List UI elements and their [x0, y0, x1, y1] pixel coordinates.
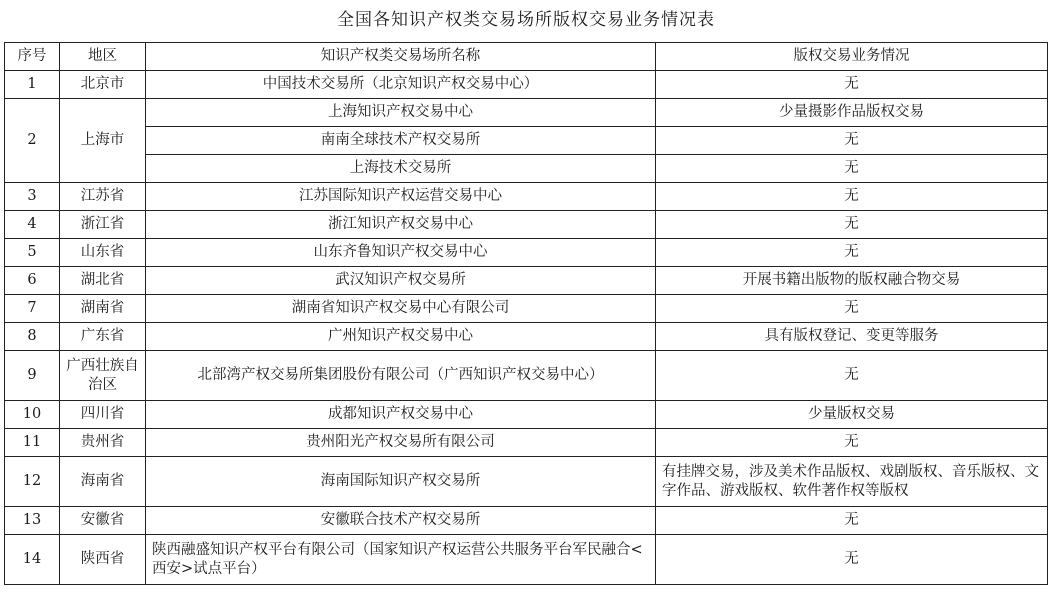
table-row — [5, 239, 1048, 267]
cell-name: 湖南省知识产权交易中心有限公司 — [146, 295, 656, 323]
cell-business: 少量摄影作品版权交易 — [656, 99, 1048, 127]
cell-name: 陕西融盛知识产权平台有限公司（国家知识产权运营公共服务平台军民融合<西安>试点平台） — [146, 535, 656, 585]
cell-name: 南南全球技术产权交易所 — [146, 127, 656, 155]
cell-region: 四川省 — [60, 401, 146, 429]
cell-region: 江苏省 — [60, 183, 146, 211]
table-row — [5, 323, 1048, 351]
table-row — [5, 127, 1048, 155]
cell-region: 山东省 — [60, 239, 146, 267]
cell-region: 湖南省 — [60, 295, 146, 323]
table-row — [5, 457, 1048, 507]
table-row — [5, 267, 1048, 295]
table-row — [5, 507, 1048, 535]
table-row — [5, 71, 1048, 99]
cell-seq: 6 — [5, 267, 60, 295]
cell-business: 无 — [656, 71, 1048, 99]
cell-business: 无 — [656, 127, 1048, 155]
cell-business: 具有版权登记、变更等服务 — [656, 323, 1048, 351]
cell-region: 安徽省 — [60, 507, 146, 535]
header-row — [5, 43, 1048, 71]
header-region: 地区 — [60, 43, 146, 71]
cell-region: 北京市 — [60, 71, 146, 99]
cell-region: 上海市 — [60, 99, 146, 183]
cell-seq: 7 — [5, 295, 60, 323]
cell-seq: 3 — [5, 183, 60, 211]
cell-seq: 9 — [5, 351, 60, 401]
cell-region: 海南省 — [60, 457, 146, 507]
copyright-trading-table — [4, 42, 1048, 585]
cell-seq: 1 — [5, 71, 60, 99]
table-row — [5, 155, 1048, 183]
cell-name: 广州知识产权交易中心 — [146, 323, 656, 351]
cell-seq: 11 — [5, 429, 60, 457]
table-row — [5, 211, 1048, 239]
header-seq: 序号 — [5, 43, 60, 71]
cell-name: 山东齐鲁知识产权交易中心 — [146, 239, 656, 267]
cell-seq: 4 — [5, 211, 60, 239]
table-row — [5, 429, 1048, 457]
cell-region: 湖北省 — [60, 267, 146, 295]
table-row — [5, 183, 1048, 211]
cell-name: 上海技术交易所 — [146, 155, 656, 183]
cell-seq: 10 — [5, 401, 60, 429]
cell-business: 无 — [656, 155, 1048, 183]
table-row — [5, 295, 1048, 323]
cell-name: 浙江知识产权交易中心 — [146, 211, 656, 239]
cell-name: 北部湾产权交易所集团股份有限公司（广西知识产权交易中心） — [146, 351, 656, 401]
table-title: 全国各知识产权类交易场所版权交易业务情况表 — [337, 10, 715, 30]
cell-business: 无 — [656, 295, 1048, 323]
cell-business: 无 — [656, 211, 1048, 239]
header-business: 版权交易业务情况 — [656, 43, 1048, 71]
cell-seq: 8 — [5, 323, 60, 351]
cell-business: 开展书籍出版物的版权融合物交易 — [656, 267, 1048, 295]
cell-region: 广东省 — [60, 323, 146, 351]
cell-name: 江苏国际知识产权运营交易中心 — [146, 183, 656, 211]
header-name: 知识产权类交易场所名称 — [146, 43, 656, 71]
cell-business: 有挂牌交易，涉及美术作品版权、戏剧版权、音乐版权、文字作品、游戏版权、软件著作权等版权 — [656, 457, 1048, 507]
cell-business: 无 — [656, 535, 1048, 585]
cell-name: 海南国际知识产权交易所 — [146, 457, 656, 507]
table-row — [5, 351, 1048, 401]
cell-name: 中国技术交易所（北京知识产权交易中心） — [146, 71, 656, 99]
cell-region: 浙江省 — [60, 211, 146, 239]
cell-business: 无 — [656, 507, 1048, 535]
cell-seq: 14 — [5, 535, 60, 585]
table-row — [5, 401, 1048, 429]
cell-name: 安徽联合技术产权交易所 — [146, 507, 656, 535]
cell-business: 无 — [656, 429, 1048, 457]
cell-seq: 5 — [5, 239, 60, 267]
cell-region: 陕西省 — [60, 535, 146, 585]
cell-seq: 13 — [5, 507, 60, 535]
cell-region: 广西壮族自治区 — [60, 351, 146, 401]
cell-seq: 12 — [5, 457, 60, 507]
table-row — [5, 535, 1048, 585]
cell-seq: 2 — [5, 99, 60, 183]
cell-name: 贵州阳光产权交易所有限公司 — [146, 429, 656, 457]
cell-region: 贵州省 — [60, 429, 146, 457]
cell-business: 无 — [656, 351, 1048, 401]
table-row — [5, 99, 1048, 127]
cell-business: 无 — [656, 239, 1048, 267]
cell-name: 成都知识产权交易中心 — [146, 401, 656, 429]
cell-business: 少量版权交易 — [656, 401, 1048, 429]
cell-name: 武汉知识产权交易所 — [146, 267, 656, 295]
cell-business: 无 — [656, 183, 1048, 211]
cell-name: 上海知识产权交易中心 — [146, 99, 656, 127]
